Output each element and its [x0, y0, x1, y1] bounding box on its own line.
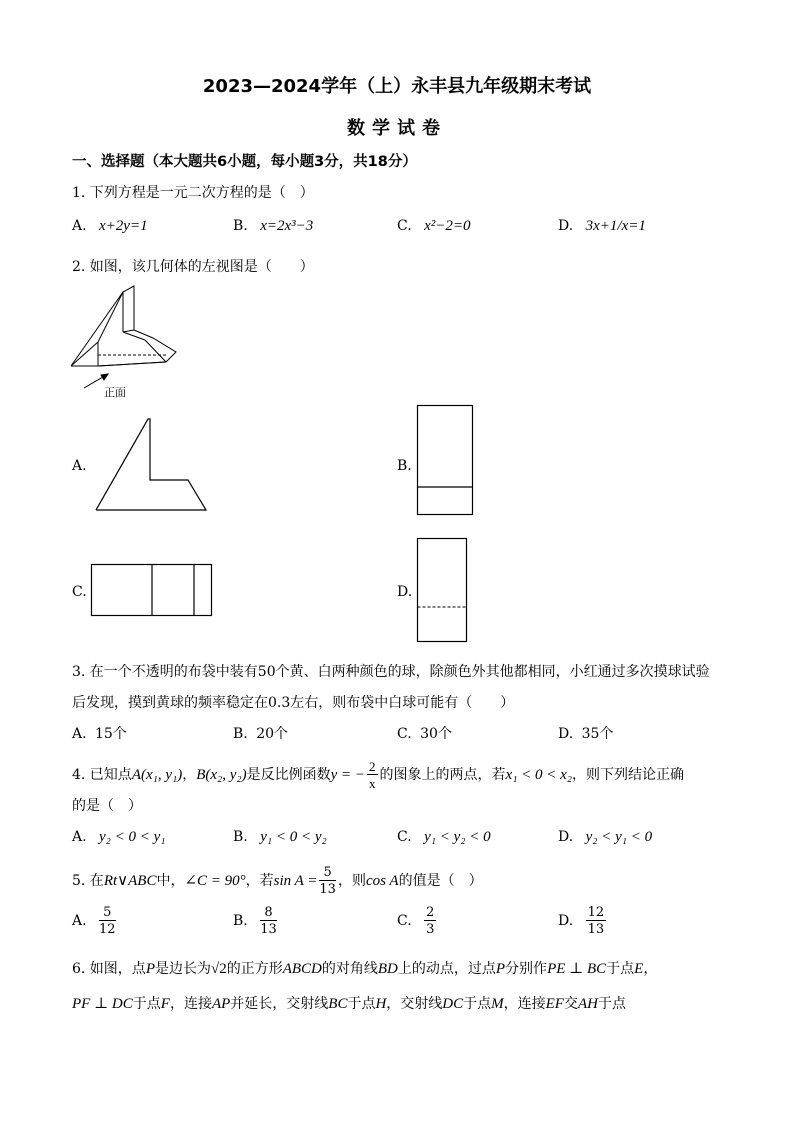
q6-text: 于点: [347, 996, 376, 1012]
q4-option-b: [233, 829, 327, 846]
q6-text: 的对角线: [321, 961, 378, 977]
q6-text: 于点: [597, 996, 626, 1012]
q6-var: DC: [442, 996, 464, 1012]
q4-option-d-expr: y₂ < y₁ < 0: [585, 829, 653, 845]
q5-cos: cos A: [365, 873, 399, 889]
q3-option-d-text: 35个: [581, 726, 614, 742]
q6-text: 是边长为: [154, 961, 211, 977]
q6-text: 于点: [606, 961, 635, 977]
q2-option-b-letter: B.: [397, 458, 412, 474]
q5-mid3: ，则: [337, 873, 366, 889]
q5-mid1: 中，: [156, 873, 185, 889]
q4-option-a: [72, 829, 166, 846]
q5-option-d-num: 12: [587, 905, 605, 920]
q6-text: 上的动点，过点: [397, 961, 496, 977]
q5-option-b-den: 13: [260, 922, 277, 937]
q5-tail: 的值是（ ）: [398, 873, 483, 889]
q3-option-b-letter: B.: [233, 726, 248, 742]
q5-option-c-den: 3: [426, 922, 435, 937]
q6-var: AP: [211, 996, 231, 1012]
q1-option-a-expr: x+2y=1: [99, 218, 148, 234]
q5-num: 5. 在: [72, 873, 104, 889]
exam-subject: 数学试卷: [347, 118, 447, 139]
q4-option-d-letter: D.: [558, 829, 574, 845]
q1-option-c-letter: C.: [397, 218, 412, 234]
q4-option-c-letter: C.: [397, 829, 412, 845]
q5-option-c-num: 2: [426, 905, 435, 920]
q4-option-b-expr: y₁ < 0 < y₂: [260, 829, 327, 845]
q5-option-a: [72, 906, 118, 936]
q5-sin-num: 5: [319, 866, 336, 881]
q6-root: √2: [210, 961, 227, 977]
q3-option-c: [397, 723, 452, 743]
q6-stem-line2: [72, 993, 626, 1013]
q6-var: P: [495, 961, 506, 977]
q1-option-d-letter: D.: [558, 218, 574, 234]
section-heading: 一、选择题（本大题共6小题，每小题3分，共18分）: [72, 154, 417, 170]
q4-sep: ，: [182, 767, 197, 783]
q4-option-b-letter: B.: [233, 829, 248, 845]
q5-triangle: Rt∨ABC: [103, 873, 157, 889]
q4-point-b: B(x₂, y₂): [196, 767, 247, 783]
q5-sin-den: 13: [319, 882, 336, 897]
q6-text: 6. 如图，点: [72, 961, 146, 977]
exam-title: 2023—2024学年（上）永丰县九年级期末考试: [202, 76, 592, 97]
q5-option-a-num: 5: [99, 906, 116, 921]
q1-option-c-expr: x²−2=0: [424, 218, 471, 234]
q2-option-b-figure: [416, 404, 476, 518]
q6-var: BC: [328, 996, 348, 1012]
q6-var: PF ⊥ DC: [72, 996, 133, 1012]
q3-option-b: [233, 723, 288, 743]
q2-stem: 2. 如图，该几何体的左视图是（ ）: [72, 259, 314, 275]
q4-stem-line2: 的是（ ）: [72, 798, 142, 814]
q6-var: PE ⊥ BC: [547, 961, 607, 977]
q3-option-a-text: 15个: [95, 726, 127, 742]
q6-var: E: [634, 961, 644, 977]
q5-sin-left: sin A =: [273, 873, 318, 889]
q4-option-d: [558, 829, 652, 846]
q1-option-d: [558, 218, 646, 235]
q4-condition: x₁ < 0 < x₂: [505, 767, 573, 783]
q1-option-d-expr: 3x+1/x=1: [585, 218, 646, 234]
q6-var: AH: [577, 996, 598, 1012]
q4-func-left: y = −: [330, 767, 366, 783]
q6-text: 交: [563, 996, 578, 1012]
q5-option-b-num: 8: [260, 906, 277, 921]
q5-option-c: [397, 906, 438, 936]
q6-text: ，连接: [169, 996, 212, 1012]
q2-option-c-letter: C.: [72, 584, 87, 600]
q5-angle: ∠C = 90°: [184, 873, 246, 889]
q3-option-a-letter: A.: [72, 726, 87, 742]
q5-option-b: [233, 906, 279, 936]
q6-var: F: [160, 996, 170, 1012]
q6-text: 的正方形: [226, 961, 283, 977]
q1-option-b: [233, 218, 313, 235]
q5-option-b-letter: B.: [233, 913, 248, 929]
q5-option-a-letter: A.: [72, 913, 87, 929]
q2-option-d-letter: D.: [397, 584, 413, 600]
q6-var: EF: [545, 996, 564, 1012]
front-label: 正面: [104, 386, 126, 399]
q4-point-a: A(x₁, y₁): [131, 767, 183, 783]
q5-option-c-letter: C.: [397, 913, 412, 929]
q3-option-c-text: 30个: [420, 726, 452, 742]
q4-num: 4. 已知点: [72, 767, 132, 783]
solid-figure: [68, 282, 188, 402]
q1-option-a-letter: A.: [72, 218, 87, 234]
q6-var: ABCD: [282, 961, 322, 977]
q3-option-c-letter: C.: [397, 726, 412, 742]
q5-option-d: [558, 906, 608, 936]
q4-tail: ，则下列结论正确: [572, 767, 685, 783]
q6-text: 于点: [132, 996, 161, 1012]
q5-option-a-den: 12: [99, 922, 116, 937]
q3-option-b-text: 20个: [256, 726, 289, 742]
q6-var: BD: [377, 961, 398, 977]
q4-after-func: 的图象上的两点，若: [379, 767, 506, 783]
q4-option-c: [397, 829, 491, 846]
q4-option-c-expr: y₁ < y₂ < 0: [424, 829, 491, 845]
q2-option-d-figure: [416, 537, 470, 645]
q4-option-a-expr: y₂ < 0 < y₁: [99, 829, 166, 845]
q3-option-a: [72, 723, 127, 743]
q4-mid: 是反比例函数: [246, 767, 331, 783]
q6-text: 分别作: [505, 961, 548, 977]
q6-text: ，交射线: [386, 996, 443, 1012]
q4-func-num: 2: [369, 759, 376, 774]
q4-stem-line1: [72, 760, 684, 790]
q3-option-d: [558, 723, 613, 743]
q3-option-d-letter: D.: [558, 726, 574, 742]
q2-option-a-letter: A.: [72, 458, 87, 474]
q6-var: H: [375, 996, 387, 1012]
q1-option-c: [397, 218, 471, 235]
q2-option-c-figure: [90, 563, 216, 619]
q1-stem: 1. 下列方程是一元二次方程的是（ ）: [72, 185, 314, 201]
q1-option-b-letter: B.: [233, 218, 248, 234]
q6-text: ，连接: [503, 996, 546, 1012]
q6-text: 于点: [463, 996, 492, 1012]
q2-option-a-figure: [92, 416, 210, 512]
q5-stem: [72, 866, 483, 896]
q6-var: P: [145, 961, 155, 977]
q1-option-b-expr: x=2x³−3: [260, 218, 314, 234]
q3-stem-line2: 后发现，摸到黄球的频率稳定在0.3左右，则布袋中白球可能有（ ）: [72, 695, 515, 711]
q4-func-den: x: [369, 776, 376, 791]
q1-option-a: [72, 218, 148, 235]
q3-stem-line1: 3. 在一个不透明的布袋中装有50个黄、白两种颜色的球，除颜色外其他都相同，小红通过多次摸球试验: [72, 664, 710, 680]
q5-mid2: ，若: [245, 873, 274, 889]
q6-stem-line1: [72, 958, 657, 978]
q6-var: M: [491, 996, 504, 1012]
q6-text: ，: [643, 961, 658, 977]
q5-option-d-letter: D.: [558, 913, 574, 929]
q5-option-d-den: 13: [587, 922, 605, 937]
q6-text: 并延长，交射线: [230, 996, 329, 1012]
q4-option-a-letter: A.: [72, 829, 87, 845]
